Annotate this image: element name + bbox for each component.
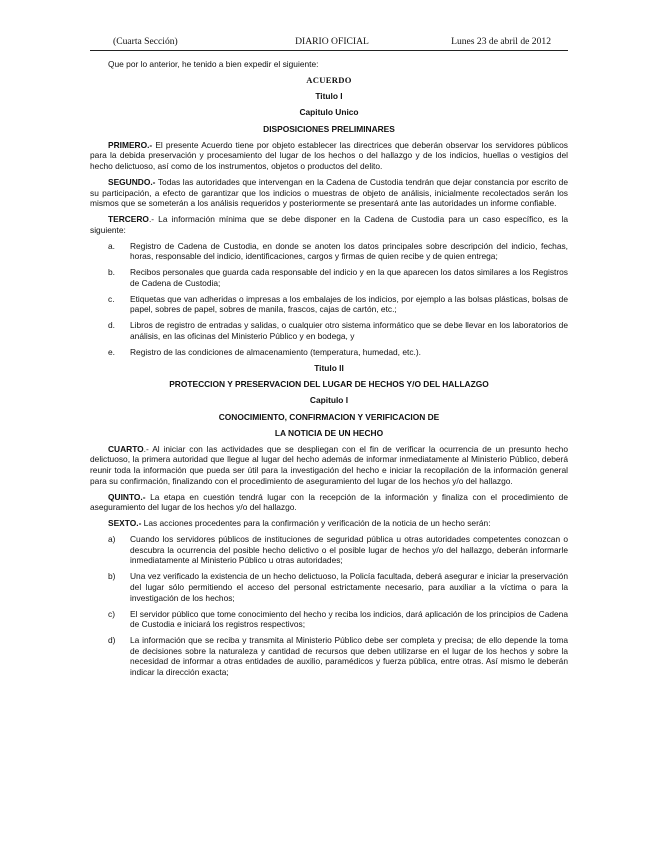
sexto-paragraph <box>90 518 568 529</box>
cuarto-paragraph <box>90 444 568 486</box>
tercero-list <box>90 241 568 358</box>
acuerdo-heading: ACUERDO <box>306 74 352 85</box>
proteccion-heading: PROTECCION Y PRESERVACION DEL LUGAR DE HECHOS Y/O DEL HALLAZGO <box>169 379 489 390</box>
cuarto-text: .- Al iniciar con las actividades que se despliegan con el fin de verificar la ocurrencia de un presunto hecho delictuoso, la primera autoridad que llegue al lugar del hecho además de informar inmediatamente al Ministerio Público, deberá reunir toda la información que pueda ser útil para la investigación del hecho e iniciar la recopilación de la información general para su confirmación, finalizando con el procedimiento de aseguramiento del lugar de los hechos y/o del hallazgo. <box>90 443 568 486</box>
primero-paragraph <box>90 140 568 172</box>
titulo-1-heading: Titulo I <box>315 91 343 102</box>
list-item <box>90 241 568 262</box>
list-marker: a. <box>108 240 115 251</box>
list-marker: b) <box>108 571 116 582</box>
conocimiento-heading-line-1: CONOCIMIENTO, CONFIRMACION Y VERIFICACION DE <box>218 411 440 422</box>
conocimiento-heading-line-2: LA NOTICIA DE UN HECHO <box>274 427 384 438</box>
segundo-label: SEGUNDO.- <box>108 176 156 187</box>
list-text: Libros de registro de entradas y salidas, o cualquier otro sistema informático que se debe llevar en los laboratorios de análisis, en las oficinas del Ministerio Público y en bodega, y <box>130 320 568 341</box>
sexto-list <box>90 534 568 677</box>
page-header <box>113 36 551 50</box>
list-item <box>90 347 568 358</box>
sexto-text: Las acciones procedentes para la confirmación y verificación de la noticia de un hecho serán: <box>141 518 491 529</box>
list-marker: d. <box>108 320 115 331</box>
list-item <box>90 294 568 315</box>
header-date: Lunes 23 de abril de 2012 <box>451 36 551 47</box>
list-marker: a) <box>108 534 116 545</box>
quinto-label: QUINTO.- <box>108 491 146 502</box>
quinto-text: La etapa en cuestión tendrá lugar con la recepción de la información y finaliza con el procedimiento de aseguramiento del lugar de los hechos y/o del hallazgo. <box>90 491 568 513</box>
segundo-paragraph <box>90 177 568 209</box>
list-marker: e. <box>108 346 115 357</box>
capitulo-1-heading: Capitulo I <box>309 395 349 406</box>
list-text: Cuando los servidores públicos de instituciones de seguridad pública u otras autoridades competentes conozcan o descubra la ocurrencia del posible hecho delictivo o el posible lugar de hechos y/o del hallazgo, deberán informarle inmediatamente al Ministerio Público u otras autoridades; <box>130 534 568 566</box>
list-marker: d) <box>108 635 116 646</box>
list-text: Una vez verificado la existencia de un hecho delictuoso, la Policía facultada, deberá asegurar e iniciar la preservación del lugar sólo permitiendo el acceso del personal estrictamente necesario, para auxiliar a la víctima o para la investigación de los hechos; <box>130 571 568 603</box>
list-item <box>90 571 568 603</box>
list-text: El servidor público que tome conocimiento del hecho y reciba los indicios, dará aplicación de los principios de Cadena de Custodia e iniciará los registros respectivos; <box>130 608 568 630</box>
header-section: (Cuarta Sección) <box>113 36 178 47</box>
capitulo-unico-heading: Capitulo Unico <box>299 107 359 118</box>
header-publication: DIARIO OFICIAL <box>295 36 369 47</box>
list-item <box>90 609 568 630</box>
list-marker: c) <box>108 608 115 619</box>
primero-label: PRIMERO.- <box>108 139 153 150</box>
tercero-text: .- La información mínima que se debe disponer en la Cadena de Custodia para un caso específico, es la siguiente: <box>90 214 568 235</box>
list-text: Recibos personales que guarda cada responsable del indicio y en la que aparecen los datos similares a los Registros de Cadena de Custodia; <box>130 267 568 288</box>
list-text: Registro de las condiciones de almacenamiento (temperatura, humedad, etc.). <box>130 346 421 357</box>
intro-paragraph: Que por lo anterior, he tenido a bien expedir el siguiente: <box>108 59 319 69</box>
primero-text: El presente Acuerdo tiene por objeto establecer las directrices que deberán observar los servidores públicos para la debida preservación y procesamiento del lugar de los hechos o del hallazgo y de los indicios, huellas o vestigios del hecho delictuoso, así como de los instrumentos, objetos o productos del delito. <box>90 139 568 171</box>
header-rule <box>90 50 568 51</box>
quinto-paragraph <box>90 492 568 513</box>
list-marker: c. <box>108 293 115 304</box>
segundo-text: Todas las autoridades que intervengan en la Cadena de Custodia tendrán que dejar constancia por escrito de su participación, a efecto de garantizar que los indicios o muestras de objeto de análisis, inicialmente recolectados serán los mismos que se someterán a los análisis requeridos y posteriormente se presentará ante las autoridades un informe confiable. <box>90 176 568 209</box>
cuarto-label: CUARTO <box>108 443 144 454</box>
titulo-2-heading: Titulo II <box>314 362 344 373</box>
document-body <box>90 59 568 683</box>
list-text: La información que se reciba y transmita al Ministerio Público debe ser completa y precisa; de ello depende la toma de decisiones sobre la naturaleza y cantidad de recursos que deben utilizarse en el lugar de los hechos y sobre la necesidad de informar a otras entidades de auxilio, paramédicos y fuerza pública, entre otras. Así mismo le deberán indicar la dirección exacta; <box>130 635 568 677</box>
list-item <box>90 267 568 288</box>
list-text: Etiquetas que van adheridas o impresas a los embalajes de los indicios, por ejemplo a las bolsas plásticas, bolsas de papel, sobres de papel, sobres de manila, frascos, cajas de cartón, etc.; <box>130 293 568 315</box>
list-item <box>90 320 568 341</box>
tercero-label: TERCERO <box>108 214 149 225</box>
list-text: Registro de Cadena de Custodia, en donde se anoten los datos principales sobre descripción del indicio, fechas, horas, responsable del indicio, identificaciones, cargos y firmas de quien recibe y de quien entrega; <box>130 240 568 262</box>
list-marker: b. <box>108 267 115 278</box>
list-item <box>90 534 568 566</box>
disposiciones-heading: DISPOSICIONES PRELIMINARES <box>263 123 395 134</box>
list-item <box>90 635 568 677</box>
tercero-paragraph <box>90 214 568 235</box>
sexto-label: SEXTO.- <box>108 518 142 529</box>
